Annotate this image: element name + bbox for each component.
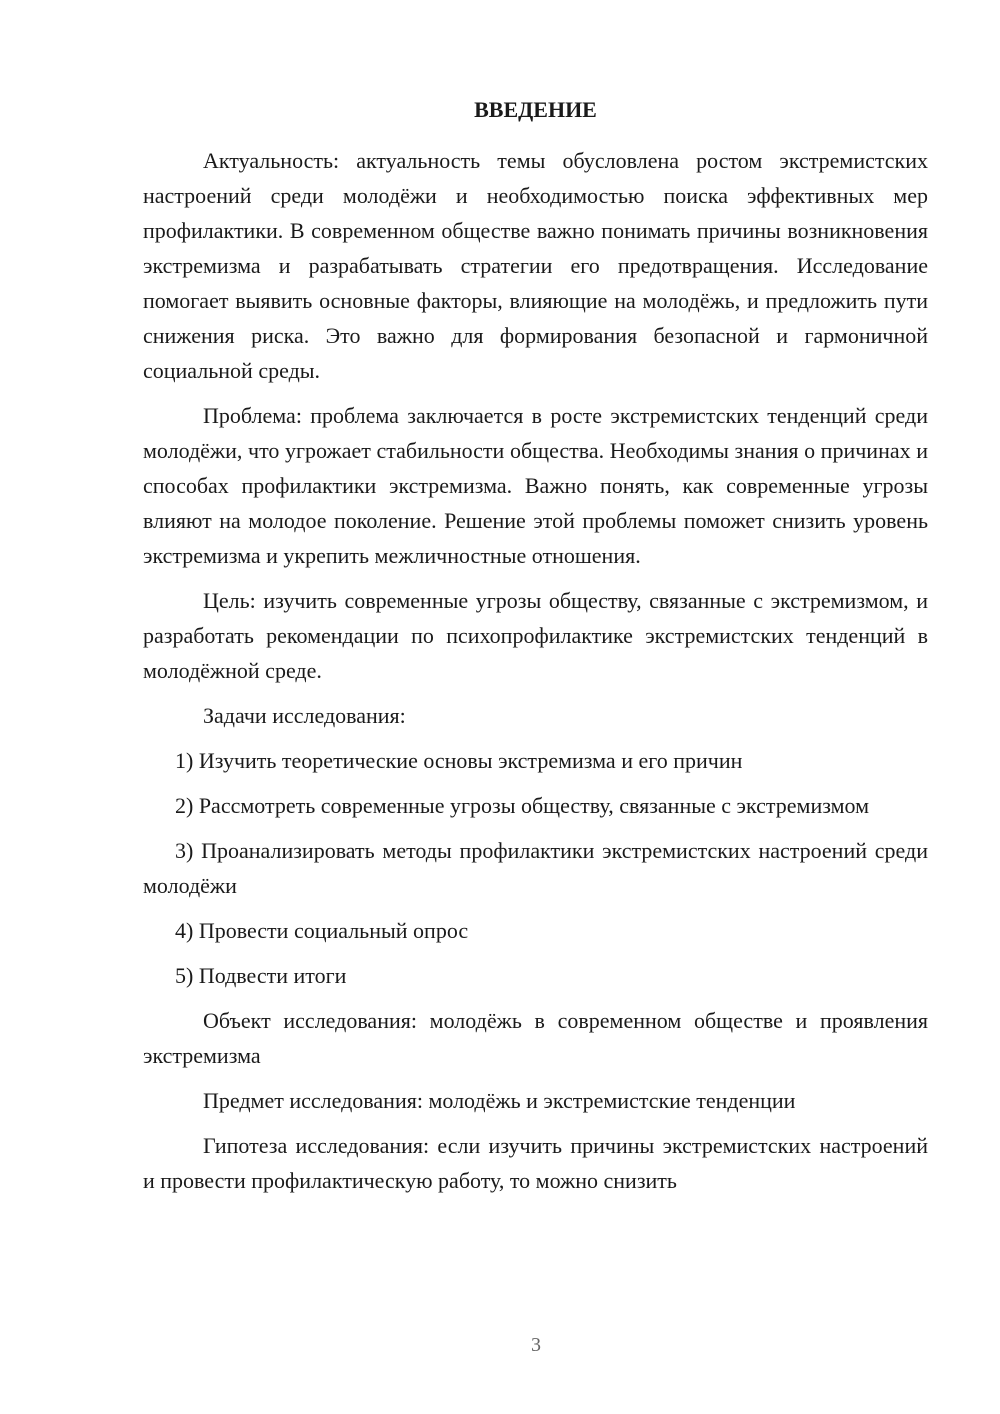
tasks-heading: Задачи исследования: [203, 703, 406, 728]
paragraph-object: Объект исследования: молодёжь в современном обществе и проявления экстремизма [143, 1008, 928, 1068]
paragraph-goal: Цель: изучить современные угрозы обществу, связанные с экстремизмом, и разработать рекомендации по психопрофилактике экстремистских тенденций в молодёжной среде. [143, 588, 928, 683]
paragraph-subject: Предмет исследования: молодёжь и экстремистские тенденции [203, 1088, 796, 1113]
document-title: ВВЕДЕНИЕ [474, 97, 597, 122]
task-item-5: 5) Подвести итоги [175, 963, 347, 988]
paragraph-relevance: Актуальность: актуальность темы обусловлена ростом экстремистских настроений среди молодёжи и необходимостью поиска эффективных мер профилактики. В современном обществе важно понимать причины возникновения экстремизма и разрабатывать стратегии его предотвращения. Исследование помогает выявить основные факторы, влияющие на молодёжь, и предложить пути снижения риска. Это важно для формирования безопасной и гармоничной социальной среды. [143, 148, 928, 383]
paragraph-hypothesis: Гипотеза исследования: если изучить причины экстремистских настроений и провести профилактическую работу, то можно снизить [143, 1133, 928, 1193]
document-page [143, 92, 928, 1208]
task-item-4: 4) Провести социальный опрос [175, 918, 469, 943]
task-item-2: 2) Рассмотреть современные угрозы обществу, связанные с экстремизмом [175, 793, 870, 818]
paragraph-problem: Проблема: проблема заключается в росте экстремистских тенденций среди молодёжи, что угрожает стабильности общества. Необходимы знания о причинах и способах профилактики экстремизма. Важно понять, как современные угрозы влияют на молодое поколение. Решение этой проблемы поможет снизить уровень экстремизма и укрепить межличностные отношения. [143, 403, 928, 568]
task-item-3: 3) Проанализировать методы профилактики экстремистских настроений среди молодёжи [143, 838, 928, 898]
task-item-1: 1) Изучить теоретические основы экстремизма и его причин [175, 748, 743, 773]
page-number: 3 [531, 1334, 541, 1356]
